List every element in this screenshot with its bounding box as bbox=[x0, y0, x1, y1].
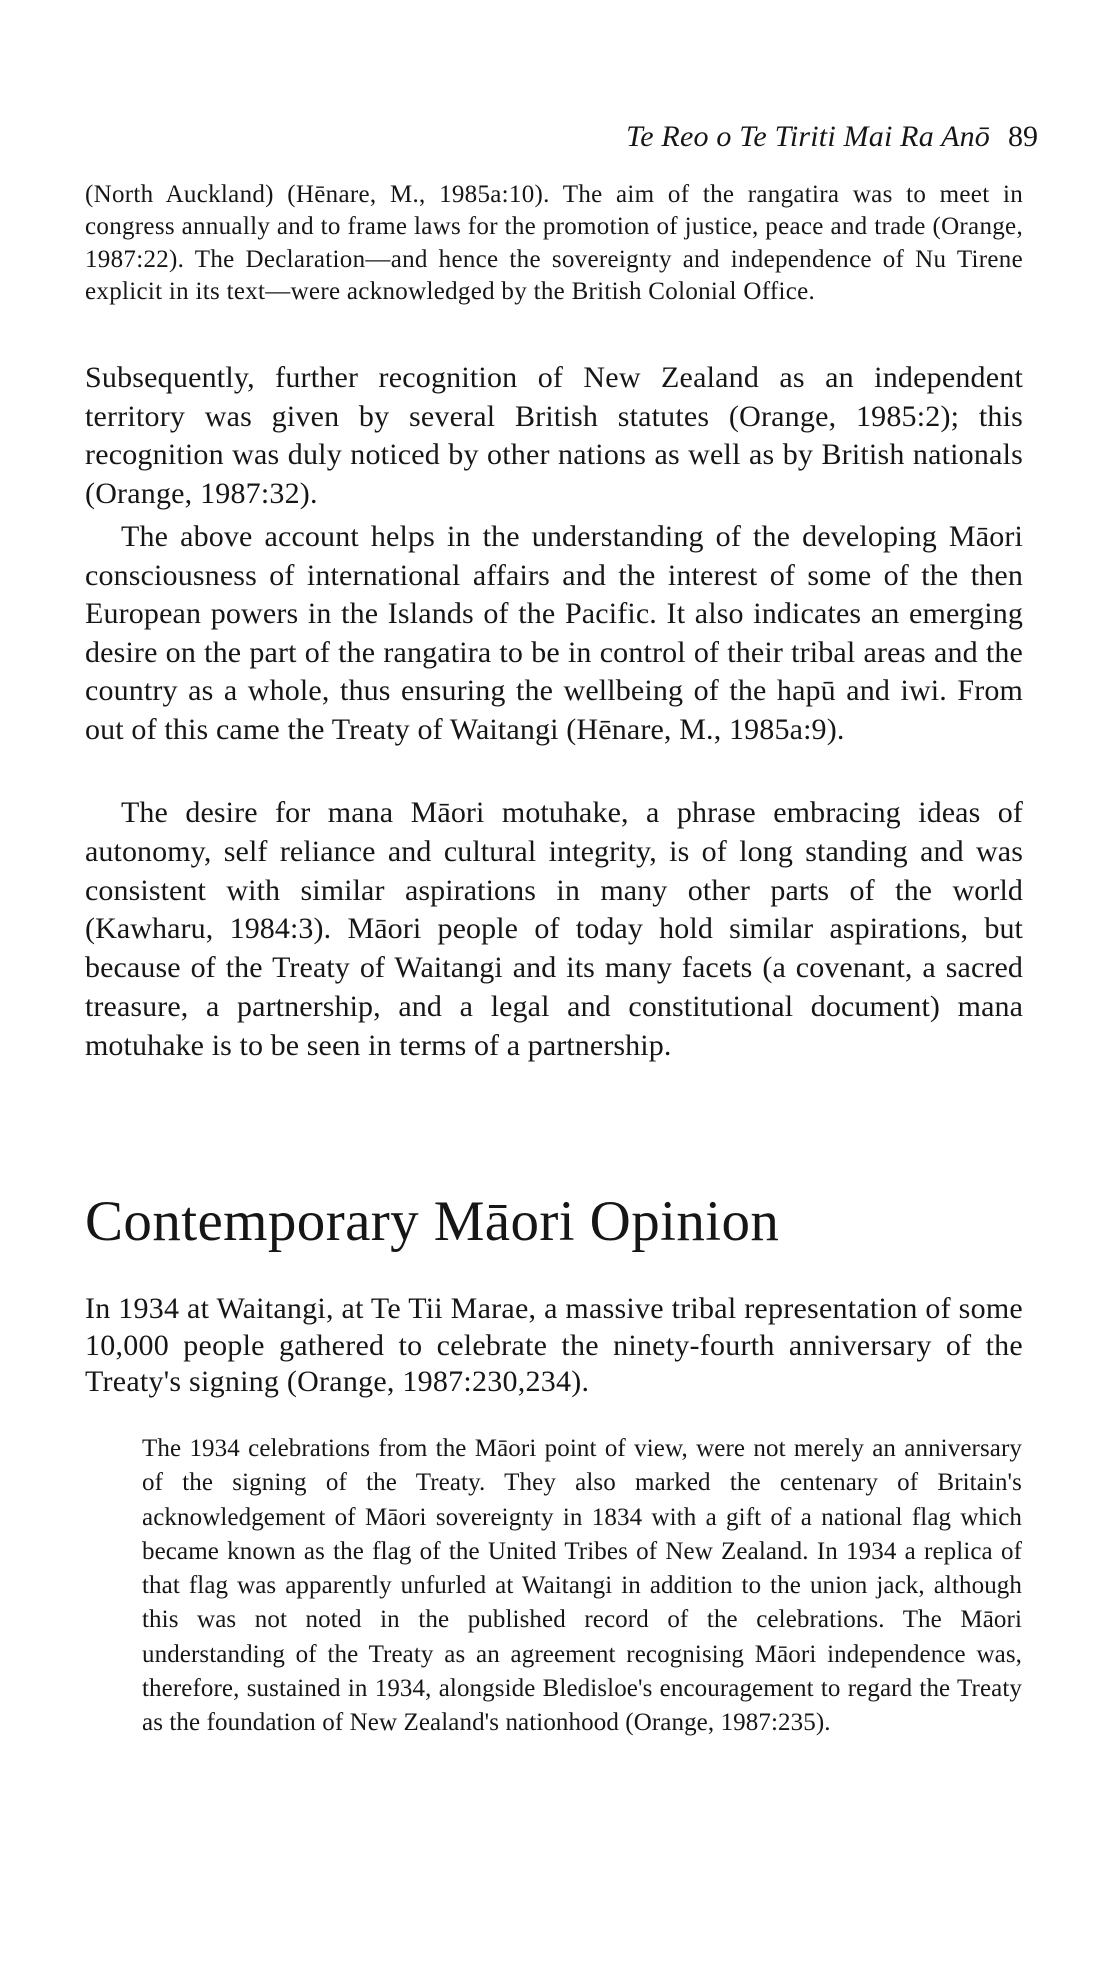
running-title: Te Reo o Te Tiriti Mai Ra Anō bbox=[626, 120, 990, 153]
paragraph-mana-motuhake: The desire for mana Māori motuhake, a phrase embracing ideas of autonomy, self reliance and cultural integrity, is of long standing and was consistent with similar aspirations in many other parts of the world (Kawharu, 1984:3). Māori people of today hold similar aspirations, but because of the Treaty of Waitangi and its many facets (a covenant, a sacred treasure, a partnership, and a legal and constitutional document) mana motuhake is to be seen in terms of a partnership. bbox=[85, 796, 1023, 1062]
section-heading: Contemporary Māori Opinion bbox=[85, 1190, 780, 1253]
paragraph-consciousness: The above account helps in the understanding of the developing Māori consciousness of international affairs and the interest of some of the then European powers in the Islands of the Pacific. It also indicates an emerging desire on the part of the rangatira to be in control of their tribal areas and the country as a whole, thus ensuring the wellbeing of the hapū and iwi. From out of this came the Treaty of Waitangi (Hēnare, M., 1985a:9). bbox=[85, 520, 1023, 746]
page-number: 89 bbox=[1008, 120, 1038, 153]
paragraph-recognition: Subsequently, further recognition of New Zealand as an independent territory was given by several British statutes (Orange, 1985:2); this recognition was duly noticed by other nations as well as by British nationals (Orange, 1987:32). bbox=[85, 361, 1023, 510]
section-intro-paragraph: In 1934 at Waitangi, at Te Tii Marae, a massive tribal representation of some 10,000 people gathered to celebrate the ninety-fourth anniversary of the Treaty's signing (Orange, 1987:230,234). bbox=[85, 1292, 1023, 1398]
block-quote: The 1934 celebrations from the Māori point of view, were not merely an anniversary of the signing of the Treaty. They also marked the centenary of Britain's acknowledgement of Māori sovereignty in 1834 with a gift of a national flag which became known as the flag of the United Tribes of New Zealand. In 1934 a replica of that flag was apparently unfurled at Waitangi in addition to the union jack, although this was not noted in the published record of the celebrations. The Māori understanding of the Treaty as an agreement recognising Māori independence was, therefore, sustained in 1934, alongside Bledisloe's encouragement to regard the Treaty as the foundation of New Zealand's nationhood (Orange, 1987:235). bbox=[142, 1435, 1022, 1737]
paragraph-declaration: (North Auckland) (Hēnare, M., 1985a:10). The aim of the rangatira was to meet in congress annually and to frame laws for the promotion of justice, peace and trade (Orange, 1987:22). The Declaration—and hence the sovereignty and independence of Nu Tirene explicit in its text—were acknowledged by the British Colonial Office. bbox=[85, 181, 1023, 306]
running-header bbox=[536, 118, 1038, 156]
